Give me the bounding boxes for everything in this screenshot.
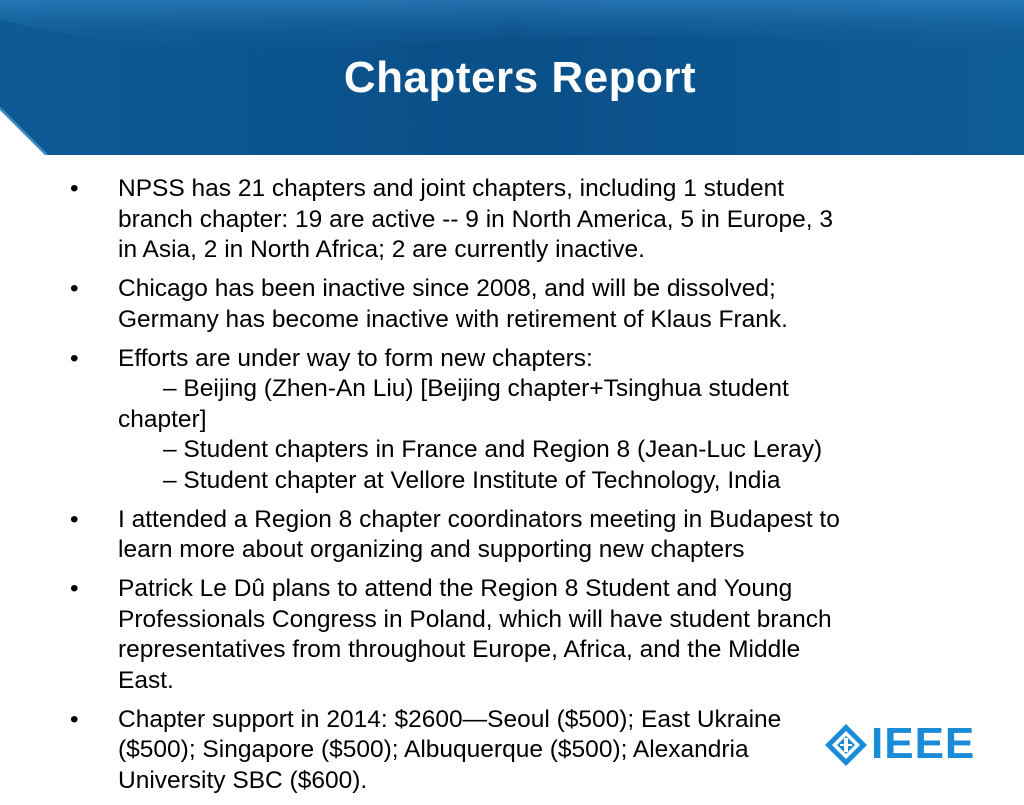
ieee-logo-text: IEEE xyxy=(871,719,976,768)
bullet-list xyxy=(0,174,1024,805)
bullet-line: Chapter support in 2014: $2600—Seoul ($500); East Ukraine xyxy=(118,705,782,733)
slide-title: Chapters Report xyxy=(343,53,697,102)
bullet-line: East. xyxy=(118,666,174,694)
bullet-line: NPSS has 21 chapters and joint chapters, including 1 student xyxy=(118,175,784,202)
bullet-marker: • xyxy=(70,505,79,533)
slide-header xyxy=(0,0,1024,155)
bullet-line: Efforts are under way to form new chapters: xyxy=(118,344,593,372)
ieee-logo xyxy=(823,714,993,774)
bullet-line: Patrick Le Dû plans to attend the Region 8 Student and Young xyxy=(118,575,793,602)
bullet-marker: • xyxy=(70,575,79,602)
bullet-line: learn more about organizing and supporting new chapters xyxy=(118,536,745,563)
bullet-marker: • xyxy=(70,175,79,202)
bullet-marker: • xyxy=(70,344,79,372)
bullet-marker: • xyxy=(70,705,79,733)
bullet-line: Professionals Congress in Poland, which will have student branch xyxy=(118,605,832,633)
bullet-item xyxy=(0,505,1024,566)
bullet-line: Germany has become inactive with retirement of Klaus Frank. xyxy=(118,305,788,333)
sub-bullet-line: – Student chapters in France and Region 8 (Jean-Luc Leray) xyxy=(163,436,823,463)
bullet-item xyxy=(0,174,1024,266)
bullet-item xyxy=(0,344,1024,497)
ieee-diamond-icon xyxy=(823,722,869,768)
bullet-line: in Asia, 2 in North Africa; 2 are currently inactive. xyxy=(118,236,645,263)
bullet-item xyxy=(0,274,1024,335)
bullet-line: Chicago has been inactive since 2008, and will be dissolved; xyxy=(118,275,776,302)
sub-bullet-line: – Student chapter at Vellore Institute of Technology, India xyxy=(163,466,781,494)
sub-bullet-line: chapter] xyxy=(118,405,207,433)
bullet-line: branch chapter: 19 are active -- 9 in North America, 5 in Europe, 3 xyxy=(118,205,833,233)
bullet-line: representatives from throughout Europe, Africa, and the Middle xyxy=(118,636,801,663)
bullet-item xyxy=(0,574,1024,696)
bullet-marker: • xyxy=(70,275,79,302)
bullet-line: ($500); Singapore ($500); Albuquerque ($500); Alexandria xyxy=(118,736,749,763)
bullet-line: University SBC ($600). xyxy=(118,766,368,794)
bullet-line: I attended a Region 8 chapter coordinators meeting in Budapest to xyxy=(118,505,840,533)
sub-bullet-line: – Beijing (Zhen-An Liu) [Beijing chapter+Tsinghua student xyxy=(163,375,789,402)
